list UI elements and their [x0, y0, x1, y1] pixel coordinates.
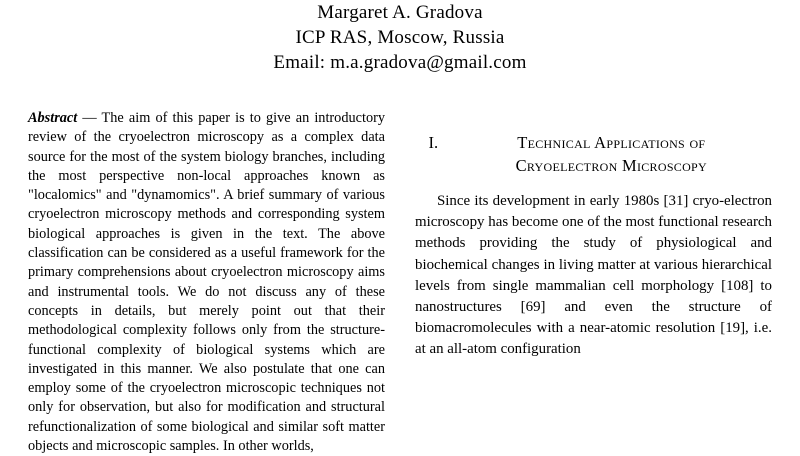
- author-email: Email: m.a.gradova@gmail.com: [273, 52, 527, 73]
- right-column: [415, 109, 772, 456]
- section-body-paragraph: Since its development in early 1980s [31] cryo-electron microscopy has become one of the most functional research methods providing the study of physiological and biochemical changes in living matter at various hierarchical levels from single mammalian cell morphology [108] to nanostructures [69] and even the structure of biomacromolecules with a near-atomic resolution [19], i.e. at an all-atom configuration: [415, 193, 772, 358]
- paper-header: [28, 0, 772, 75]
- left-column: [28, 109, 385, 456]
- section-number: I.: [428, 133, 439, 152]
- abstract-dash: —: [77, 110, 102, 126]
- two-column-body: [28, 109, 772, 456]
- abstract-paragraph: [28, 109, 385, 456]
- section-title: Technical Applications of Cryoelectron Microscopy: [515, 133, 707, 175]
- abstract-text: The aim of this paper is to give an introductory review of the cryoelectron microscopy as a complex data source for the most of the system biology branches, including the most perspective non-local approaches known as "localomics" and "dynamomics". A brief summary of various cryoelectron microscopy methods and corresponding system biological approaches is given in the text. The above classification can be considered as a useful framework for the primary comprehensions about cryoelectron microscopy aims and instrumental tools. We do not discuss any of these concepts in details, but merely point out that their methodological complexity follows only from the structure-functional complexity of biological systems which are investigated in this manner. We also postulate that one can employ some of the cryoelectron microscopic techniques not only for observation, but also for modification and structural refunctionalization of some biological and similar soft matter objects and microscopic samples. In other worlds,: [28, 110, 386, 455]
- author-affiliation: ICP RAS, Moscow, Russia: [295, 27, 505, 48]
- section-heading: [415, 131, 772, 177]
- abstract-label: Abstract: [28, 110, 78, 126]
- author-name: Margaret A. Gradova: [317, 2, 483, 23]
